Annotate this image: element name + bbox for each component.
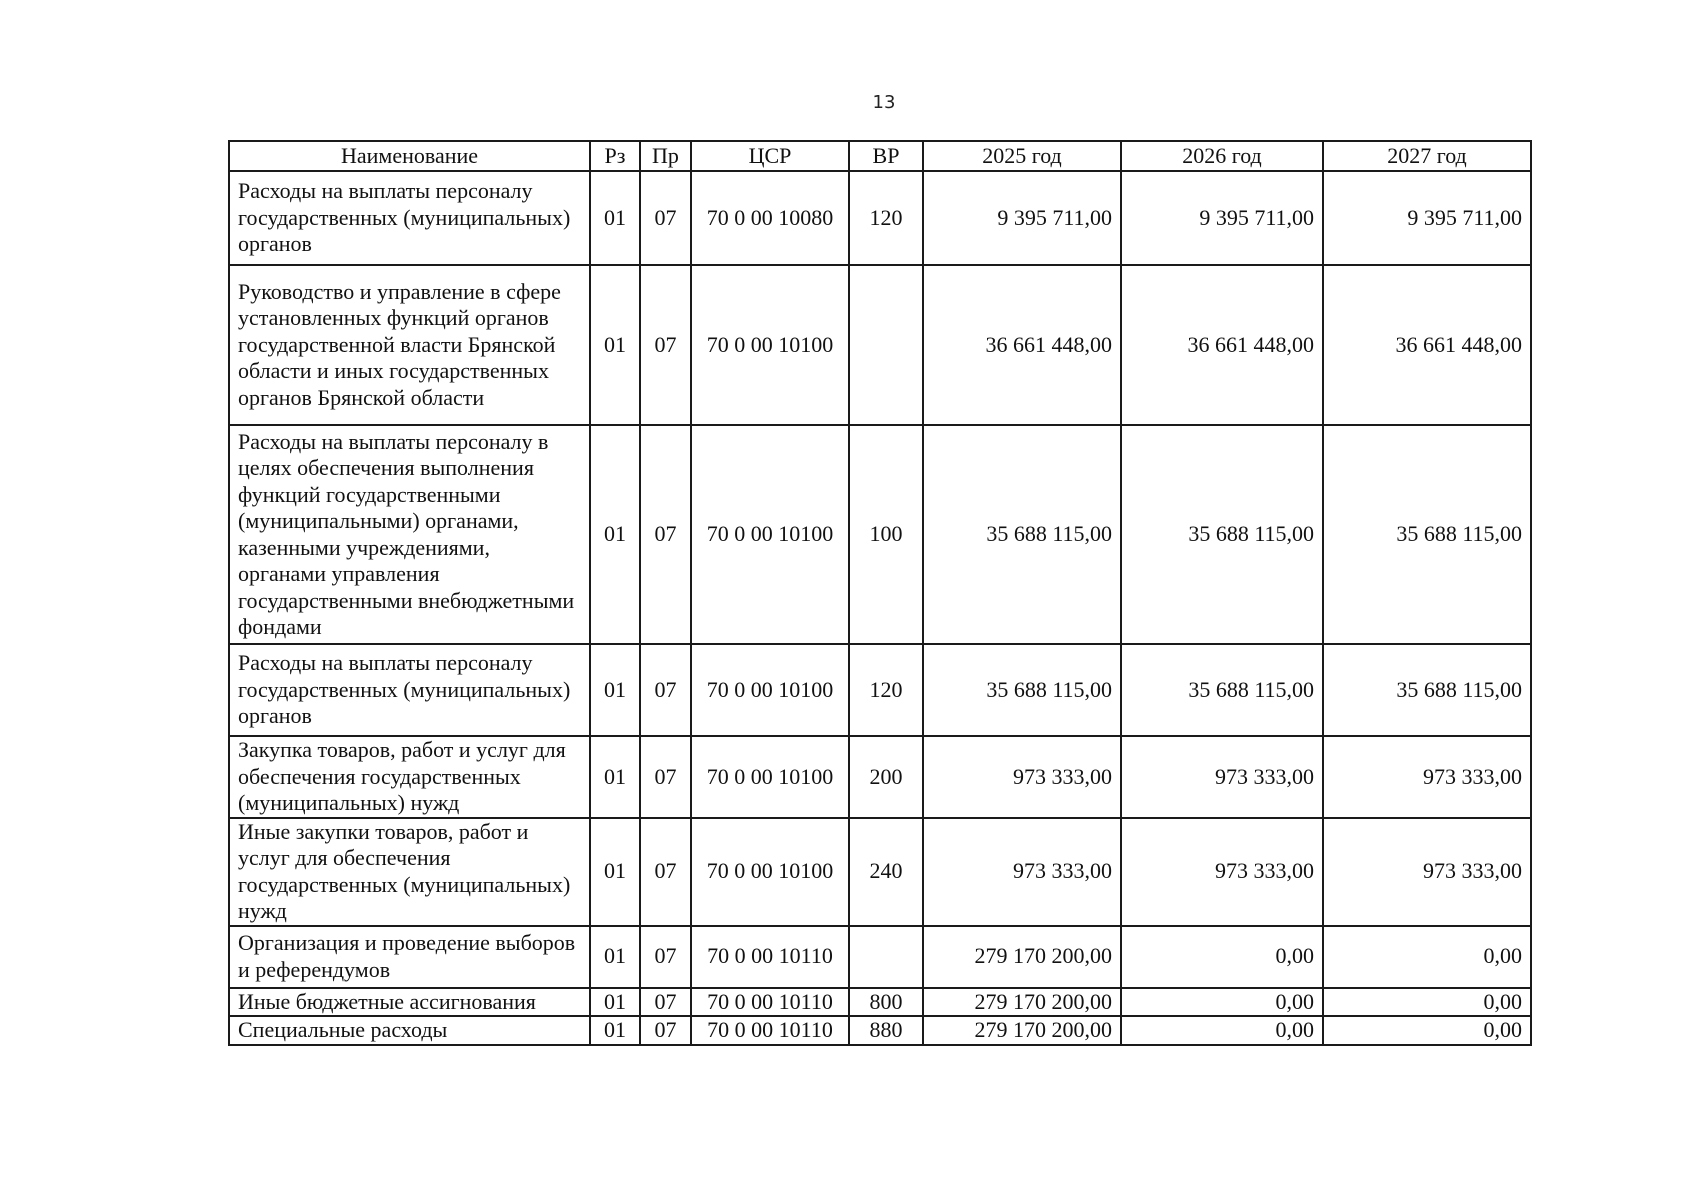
row-pr: 07 [640, 644, 691, 736]
row-vr: 120 [849, 171, 923, 265]
table-row [229, 988, 1531, 1017]
row-2025: 35 688 115,00 [923, 644, 1121, 736]
table-row [229, 818, 1531, 926]
row-2025: 35 688 115,00 [923, 425, 1121, 644]
row-2026: 0,00 [1121, 1016, 1323, 1045]
row-vr: 200 [849, 736, 923, 818]
table-row [229, 265, 1531, 425]
row-pr: 07 [640, 988, 691, 1017]
table-row [229, 926, 1531, 988]
row-csr: 70 0 00 10110 [691, 1016, 849, 1045]
row-pr: 07 [640, 736, 691, 818]
row-2026: 973 333,00 [1121, 818, 1323, 926]
row-rz: 01 [590, 926, 640, 988]
row-csr: 70 0 00 10100 [691, 818, 849, 926]
table-row [229, 171, 1531, 265]
row-rz: 01 [590, 1016, 640, 1045]
row-pr: 07 [640, 425, 691, 644]
row-vr [849, 926, 923, 988]
row-name: Расходы на выплаты персоналу государственных (муниципальных) органов [229, 171, 590, 265]
row-2027: 0,00 [1323, 988, 1531, 1017]
row-2025: 279 170 200,00 [923, 1016, 1121, 1045]
row-name: Расходы на выплаты персоналу в целях обеспечения выполнения функций государственными (муниципальными) органами, казенными учреждениями, органами управления государственными внебюджетными фондами [229, 425, 590, 644]
row-pr: 07 [640, 171, 691, 265]
row-rz: 01 [590, 818, 640, 926]
row-2025: 279 170 200,00 [923, 926, 1121, 988]
row-name: Руководство и управление в сфере установленных функций органов государственной власти Брянской области и иных государственных органов Брянской области [229, 265, 590, 425]
row-2027: 973 333,00 [1323, 818, 1531, 926]
header-rz: Рз [590, 141, 640, 171]
row-rz: 01 [590, 265, 640, 425]
table-row [229, 1016, 1531, 1045]
row-name: Организация и проведение выборов и референдумов [229, 926, 590, 988]
row-2027: 35 688 115,00 [1323, 644, 1531, 736]
row-rz: 01 [590, 425, 640, 644]
row-name: Закупка товаров, работ и услуг для обеспечения государственных (муниципальных) нужд [229, 736, 590, 818]
row-csr: 70 0 00 10080 [691, 171, 849, 265]
row-2027: 36 661 448,00 [1323, 265, 1531, 425]
table-row [229, 644, 1531, 736]
row-csr: 70 0 00 10100 [691, 265, 849, 425]
row-rz: 01 [590, 644, 640, 736]
row-pr: 07 [640, 818, 691, 926]
row-csr: 70 0 00 10100 [691, 644, 849, 736]
row-2025: 973 333,00 [923, 736, 1121, 818]
row-vr: 100 [849, 425, 923, 644]
table-row [229, 736, 1531, 818]
row-csr: 70 0 00 10110 [691, 988, 849, 1017]
row-csr: 70 0 00 10100 [691, 736, 849, 818]
page-number: 13 [872, 92, 896, 113]
table-header-row [229, 141, 1531, 171]
row-vr [849, 265, 923, 425]
row-2026: 9 395 711,00 [1121, 171, 1323, 265]
row-2027: 973 333,00 [1323, 736, 1531, 818]
row-2027: 0,00 [1323, 926, 1531, 988]
row-2026: 35 688 115,00 [1121, 425, 1323, 644]
row-csr: 70 0 00 10110 [691, 926, 849, 988]
row-name: Иные бюджетные ассигнования [229, 988, 590, 1017]
row-vr: 880 [849, 1016, 923, 1045]
row-vr: 800 [849, 988, 923, 1017]
row-vr: 240 [849, 818, 923, 926]
row-2026: 0,00 [1121, 988, 1323, 1017]
row-2027: 9 395 711,00 [1323, 171, 1531, 265]
row-rz: 01 [590, 988, 640, 1017]
row-rz: 01 [590, 171, 640, 265]
row-rz: 01 [590, 736, 640, 818]
header-name: Наименование [229, 141, 590, 171]
header-pr: Пр [640, 141, 691, 171]
budget-table [228, 140, 1532, 1046]
row-2026: 973 333,00 [1121, 736, 1323, 818]
row-pr: 07 [640, 926, 691, 988]
row-name: Расходы на выплаты персоналу государственных (муниципальных) органов [229, 644, 590, 736]
row-2026: 35 688 115,00 [1121, 644, 1323, 736]
row-2025: 973 333,00 [923, 818, 1121, 926]
row-2025: 279 170 200,00 [923, 988, 1121, 1017]
table-row [229, 425, 1531, 644]
row-2026: 0,00 [1121, 926, 1323, 988]
row-name: Специальные расходы [229, 1016, 590, 1045]
row-2025: 9 395 711,00 [923, 171, 1121, 265]
header-csr: ЦСР [691, 141, 849, 171]
row-pr: 07 [640, 1016, 691, 1045]
header-vr: ВР [849, 141, 923, 171]
row-2025: 36 661 448,00 [923, 265, 1121, 425]
header-2026: 2026 год [1121, 141, 1323, 171]
row-2026: 36 661 448,00 [1121, 265, 1323, 425]
row-name: Иные закупки товаров, работ и услуг для обеспечения государственных (муниципальных) нужд [229, 818, 590, 926]
row-vr: 120 [849, 644, 923, 736]
row-2027: 0,00 [1323, 1016, 1531, 1045]
row-2027: 35 688 115,00 [1323, 425, 1531, 644]
row-pr: 07 [640, 265, 691, 425]
header-2027: 2027 год [1323, 141, 1531, 171]
row-csr: 70 0 00 10100 [691, 425, 849, 644]
header-2025: 2025 год [923, 141, 1121, 171]
